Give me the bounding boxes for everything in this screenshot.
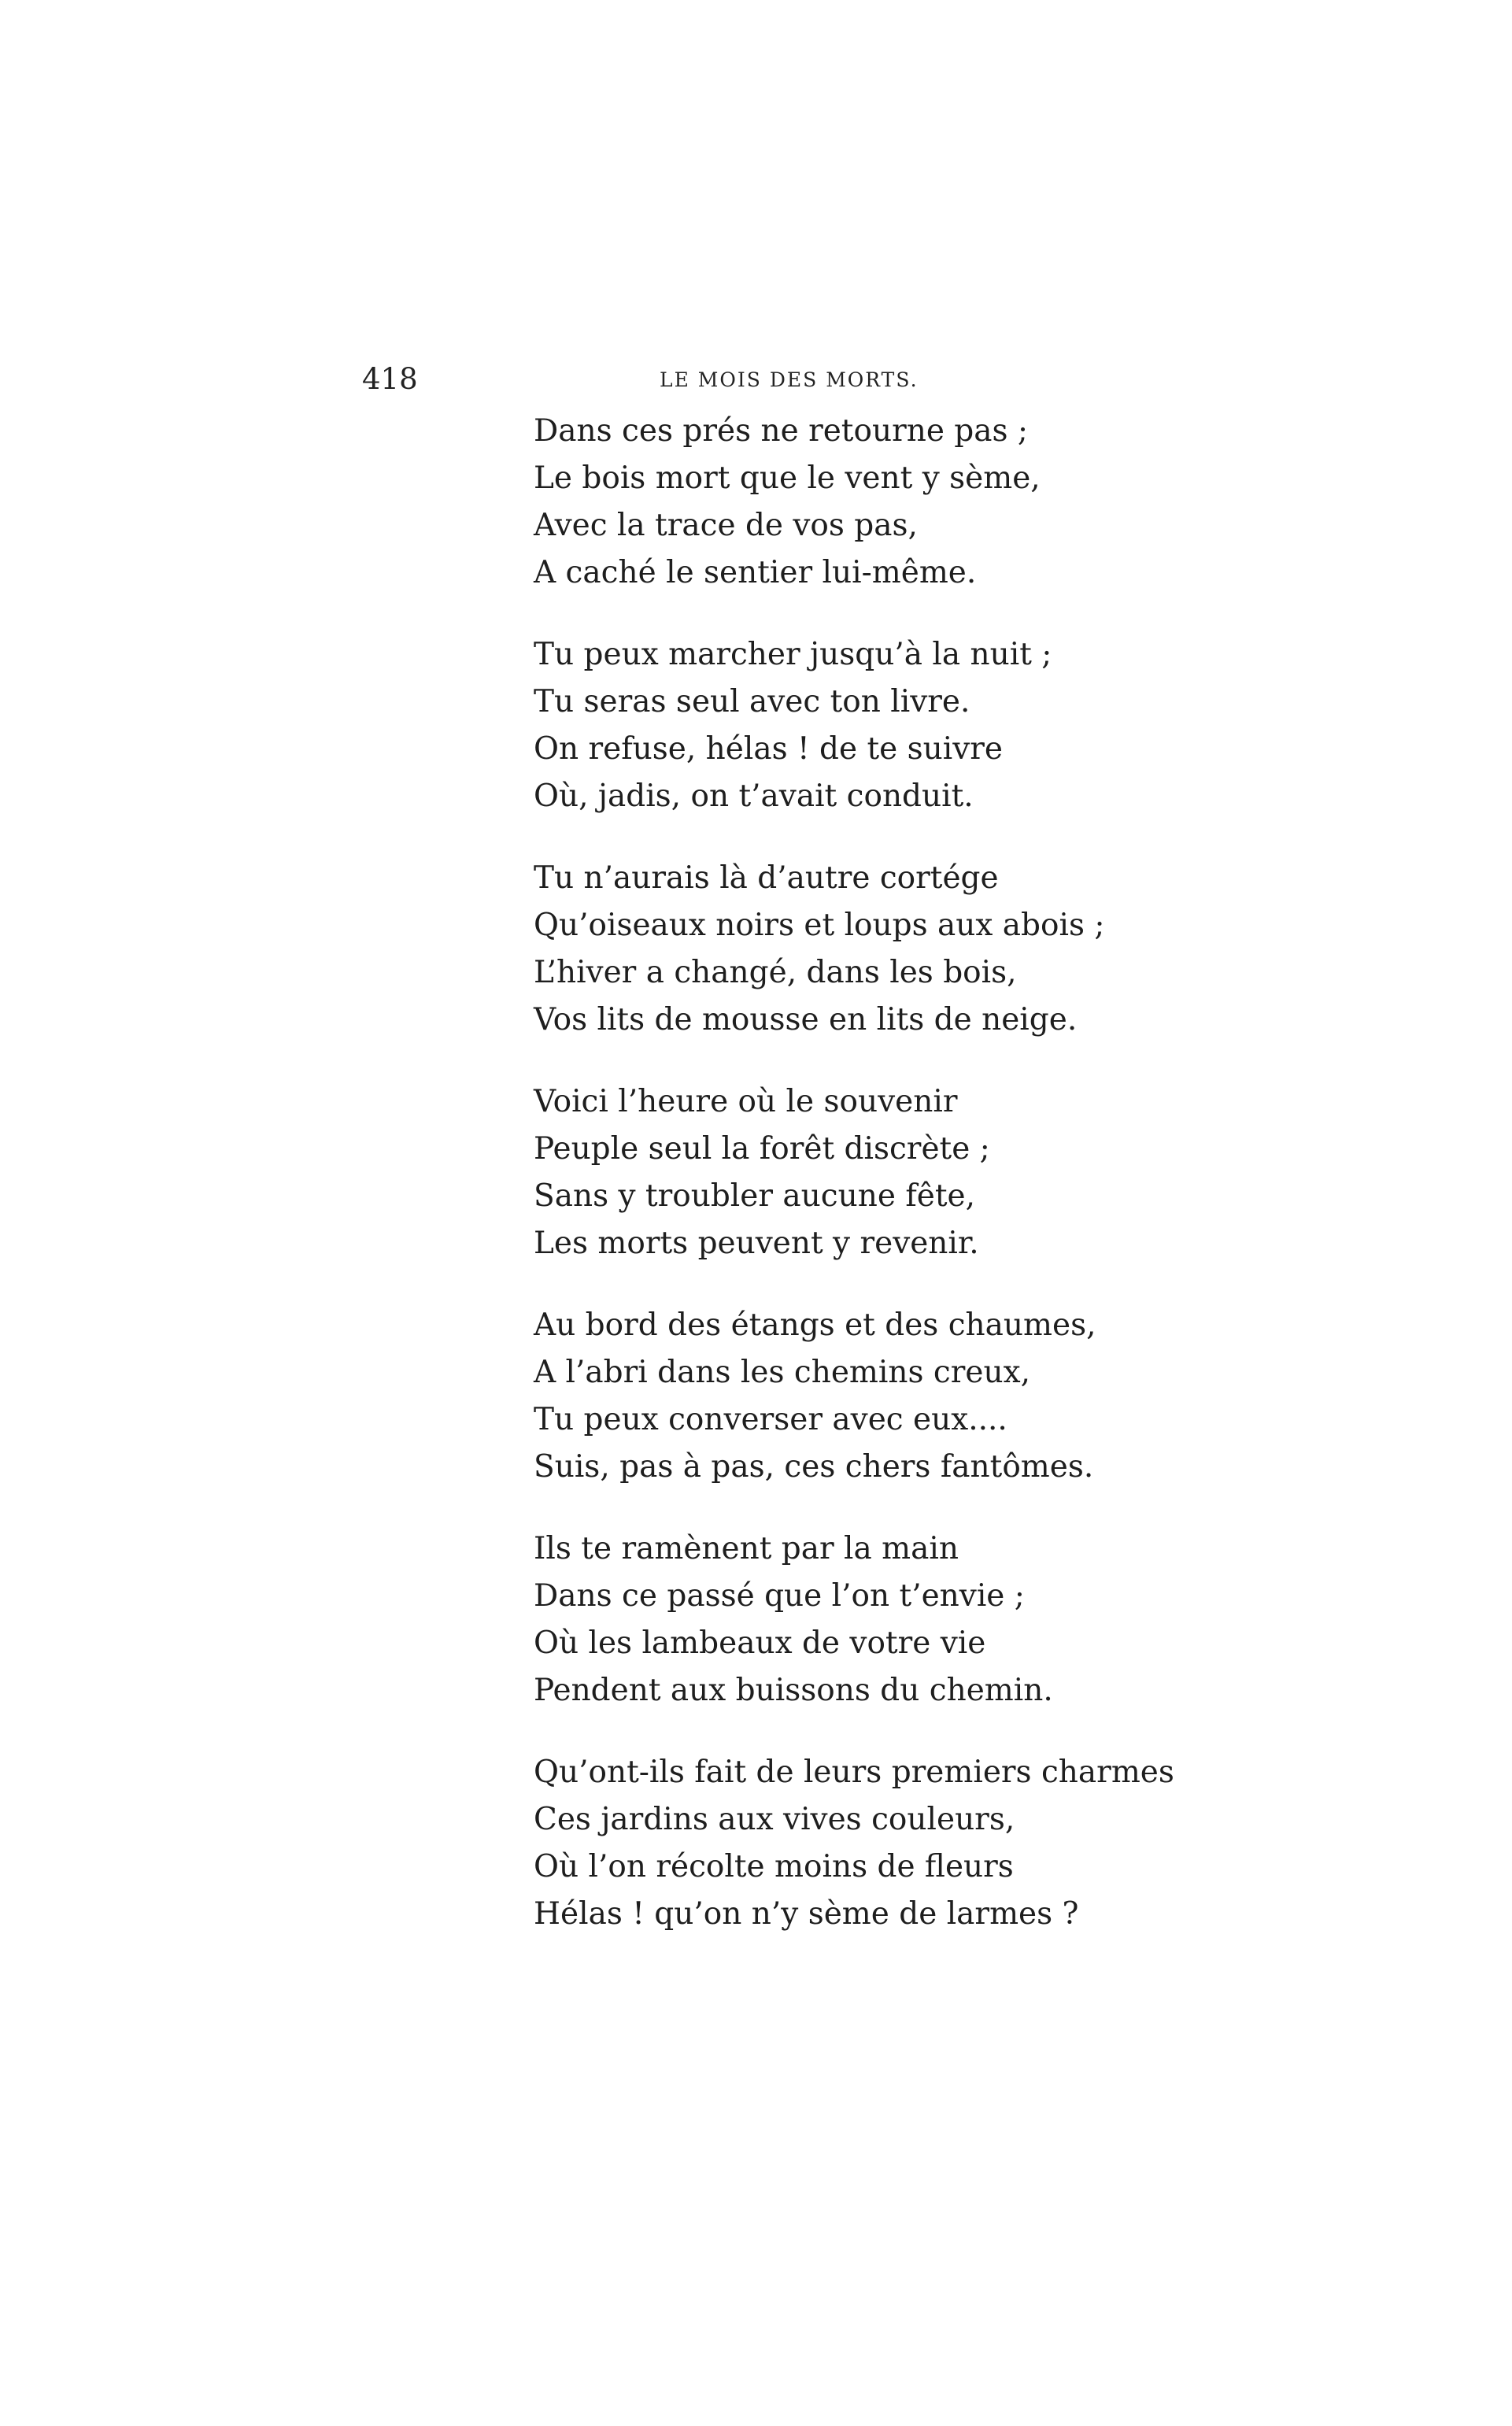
verse-line: Sans y troubler aucune fête,	[534, 1178, 975, 1214]
verse-line: Dans ce passé que l’on t’envie ;	[534, 1578, 1025, 1614]
page-number: 418	[362, 362, 418, 396]
verse-line: Qu’oiseaux noirs et loups aux abois ;	[534, 908, 1105, 943]
verse-line: Les morts peuvent y revenir.	[534, 1226, 979, 1261]
verse-line: Hélas ! qu’on n’y sème de larmes ?	[534, 1896, 1079, 1932]
running-head	[362, 364, 992, 395]
verse-line: Suis, pas à pas, ces chers fantômes.	[534, 1449, 1094, 1485]
verse-line: On refuse, hélas ! de te suivre	[534, 731, 1004, 767]
verse-line: A l’abri dans les chemins creux,	[534, 1355, 1030, 1390]
stanza-2	[534, 631, 1321, 820]
verse-line: Peuple seul la forêt discrète ;	[534, 1131, 990, 1167]
verse-line: Où l’on récolte moins de fleurs	[534, 1849, 1014, 1884]
verse-line: Voici l’heure où le souvenir	[534, 1084, 958, 1119]
verse-line: Ces jardins aux vives couleurs,	[534, 1802, 1015, 1837]
poem	[534, 408, 1321, 1973]
verse-line: Le bois mort que le vent y sème,	[534, 460, 1041, 496]
verse-line: Tu peux converser avec eux....	[534, 1402, 1007, 1437]
verse-line: Où les lambeaux de votre vie	[534, 1625, 986, 1661]
stanza-4	[534, 1078, 1321, 1267]
verse-line: Ils te ramènent par la main	[534, 1531, 959, 1566]
verse-line: L’hiver a changé, dans les bois,	[534, 955, 1017, 990]
verse-line: Tu n’aurais là d’autre cortége	[534, 860, 999, 896]
verse-line: Tu peux marcher jusqu’à la nuit ;	[534, 637, 1052, 672]
stanza-6	[534, 1525, 1321, 1714]
verse-line: Vos lits de mousse en lits de neige.	[534, 1002, 1078, 1037]
verse-line: A caché le sentier lui-même.	[534, 555, 977, 590]
verse-line: Pendent aux buissons du chemin.	[534, 1673, 1053, 1708]
stanza-5	[534, 1302, 1321, 1491]
verse-line: Qu’ont-ils fait de leurs premiers charmes	[534, 1755, 1174, 1790]
stanza-3	[534, 855, 1321, 1044]
stanza-7	[534, 1749, 1321, 1938]
verse-line: Avec la trace de vos pas,	[534, 508, 918, 543]
stanza-1	[534, 408, 1321, 597]
verse-line: Dans ces prés ne retourne pas ;	[534, 413, 1029, 449]
verse-line: Au bord des étangs et des chaumes,	[534, 1307, 1096, 1343]
running-title: LE MOIS DES MORTS.	[660, 368, 919, 391]
verse-line: Où, jadis, on t’avait conduit.	[534, 778, 974, 814]
verse-line: Tu seras seul avec ton livre.	[534, 684, 970, 719]
